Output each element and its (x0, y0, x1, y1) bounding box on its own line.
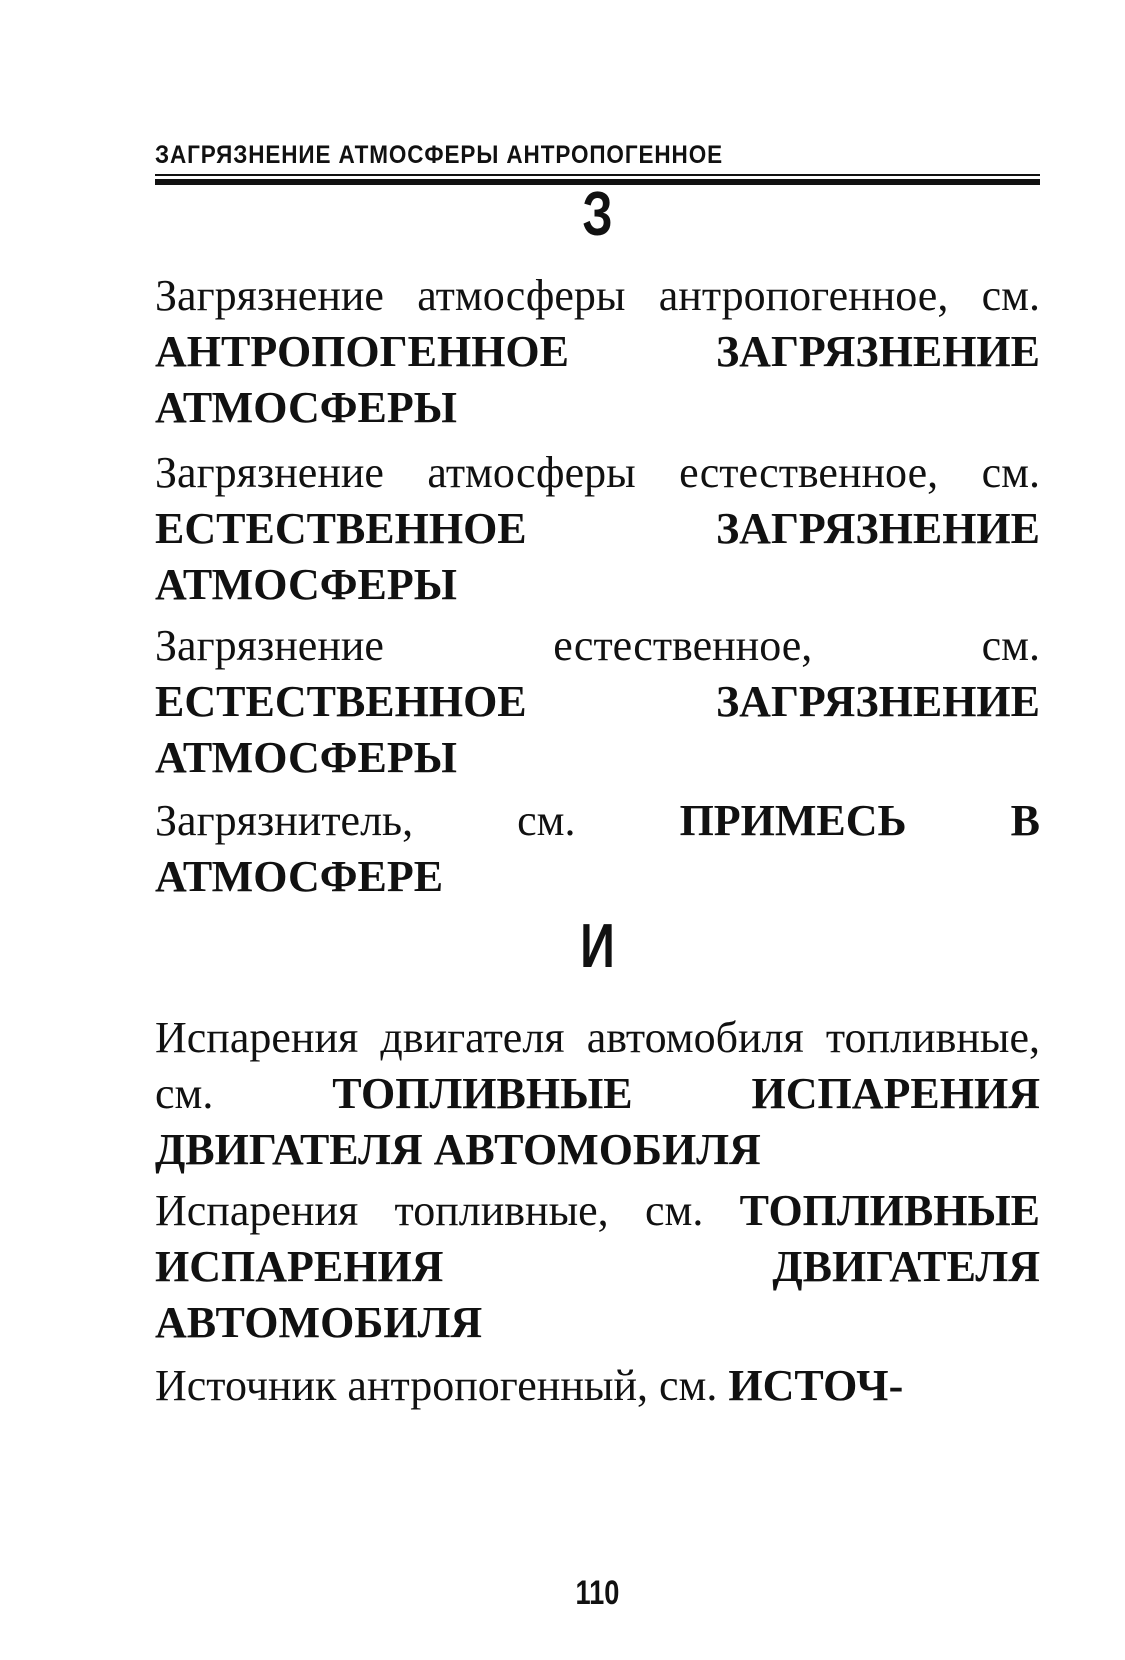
running-head-text: ЗАГРЯЗНЕНИЕ АТМОСФЕРЫ АНТРОПОГЕННОЕ (155, 141, 724, 169)
see-reference-marker: см. (644, 1186, 704, 1235)
entry-zagryaznitel (155, 793, 1040, 905)
cross-reference: ТОПЛИВНЫЕ ИСПАРЕНИЯ ДВИГАТЕЛЯ АВТОМОБИЛЯ (155, 1069, 1040, 1174)
cross-reference: ПРИМЕСЬ В АТМОСФЕРЕ (155, 796, 1041, 901)
entry-term: Испарения двигателя автомобиля топливные, (155, 1013, 1040, 1062)
entry-zagryaznenie-estestvennoe-short (155, 618, 1040, 786)
entry-term: Загрязнение атмосферы антропогенное, (155, 271, 949, 320)
entry-term: Испарения топливные, (155, 1186, 609, 1235)
see-reference-marker: см. (659, 1361, 718, 1410)
header-rule-thin (155, 174, 1040, 176)
cross-reference: ИСТОЧ- (728, 1361, 904, 1410)
section-letter-z: З (582, 180, 613, 249)
entry-ispareniya-toplivnye (155, 1183, 1040, 1351)
entry-zagryaznenie-antropogennoe (155, 268, 1040, 436)
see-reference-marker: см. (981, 271, 1041, 320)
section-letter-i: И (580, 912, 615, 981)
see-reference-marker: см. (517, 796, 576, 845)
entry-term: Загрязнение естественное, (155, 621, 813, 670)
see-reference-marker: см. (981, 621, 1040, 670)
cross-reference: ЕСТЕСТВЕННОЕ ЗАГРЯЗНЕНИЕ АТМОСФЕРЫ (155, 677, 1040, 782)
see-reference-marker: см. (981, 448, 1041, 497)
cross-reference: ТОПЛИВНЫЕ ИСПАРЕНИЯ ДВИГАТЕЛЯ АВТОМОБИЛЯ (155, 1186, 1041, 1347)
entry-term: Загрязнение атмосферы естественное, (155, 448, 939, 497)
entry-istochnik-antropogennyi (155, 1358, 1040, 1414)
entry-zagryaznenie-estestvennoe (155, 445, 1040, 613)
page-number: 110 (575, 1574, 620, 1612)
entry-term: Загрязнитель, (155, 796, 414, 845)
entry-term: Источник антропогенный, (155, 1361, 649, 1410)
see-reference-marker: см. (155, 1069, 214, 1118)
cross-reference: ЕСТЕСТВЕННОЕ ЗАГРЯЗНЕНИЕ АТМОСФЕРЫ (155, 504, 1040, 609)
cross-reference: АНТРОПОГЕННОЕ ЗАГРЯЗНЕНИЕ АТМОСФЕРЫ (155, 327, 1040, 432)
entry-ispareniya-dvigatelya (155, 1010, 1040, 1178)
dictionary-page (155, 0, 1040, 1660)
